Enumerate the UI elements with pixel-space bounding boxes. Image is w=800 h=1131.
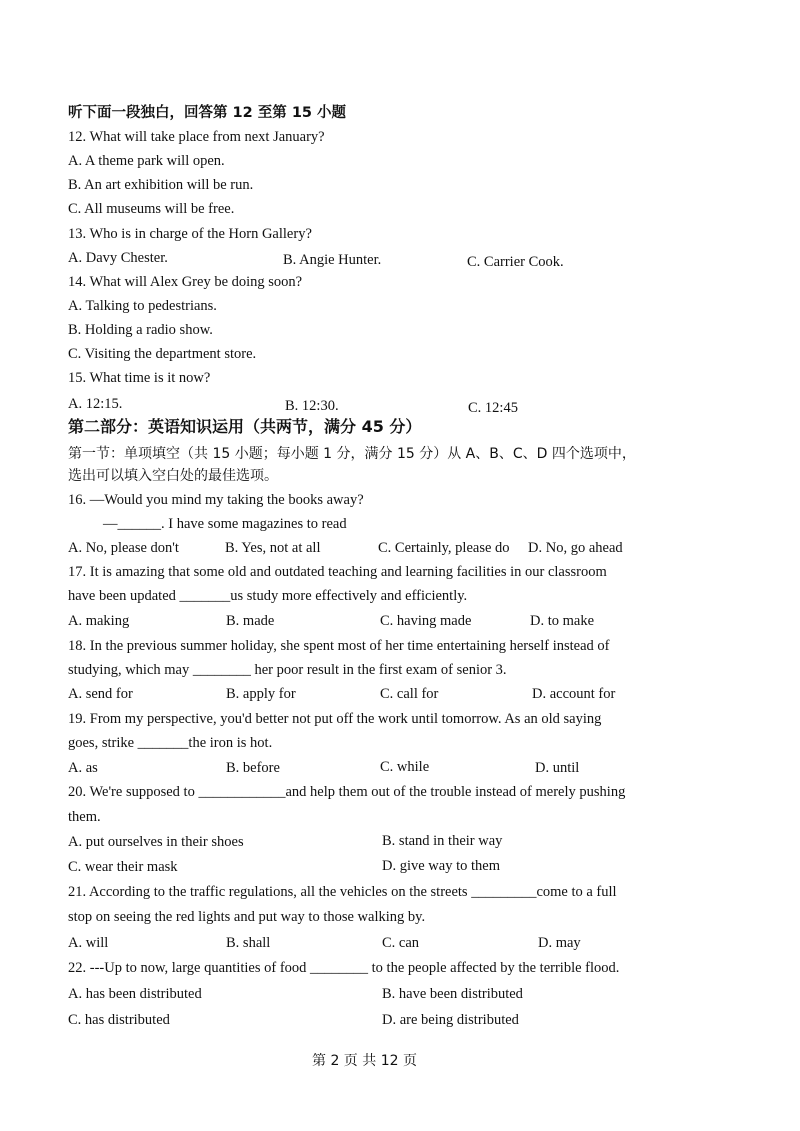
- question-22-option-d: D. are being distributed: [382, 1012, 519, 1028]
- question-18-option-c: C. call for: [380, 686, 439, 702]
- section-1-instruction-line-2: 选出可以填入空白处的最佳选项。: [68, 468, 278, 484]
- question-17-option-d: D. to make: [530, 613, 595, 629]
- question-18-stem-line-1: 18. In the previous summer holiday, she spent most of her time entertaining herself instead of: [68, 638, 610, 654]
- question-19-option-c: C. while: [380, 759, 430, 775]
- question-20-option-c: C. wear their mask: [68, 859, 178, 875]
- question-13-stem: 13. Who is in charge of the Horn Gallery?: [68, 226, 312, 242]
- question-15-stem: 15. What time is it now?: [68, 370, 211, 386]
- question-19-stem-line-1: 19. From my perspective, you'd better not put off the work until tomorrow. As an old saying: [68, 711, 602, 727]
- question-17-option-a: A. making: [68, 613, 130, 629]
- question-20-stem-line-2: them.: [68, 809, 101, 825]
- question-21-stem-line-1: 21. According to the traffic regulations, all the vehicles on the streets _________come to a full: [68, 884, 617, 900]
- question-15-option-b: B. 12:30.: [285, 398, 339, 414]
- question-18-option-d: D. account for: [532, 686, 616, 702]
- question-22-option-a: A. has been distributed: [68, 986, 202, 1002]
- question-12-stem: 12. What will take place from next January?: [68, 129, 325, 145]
- question-14-stem: 14. What will Alex Grey be doing soon?: [68, 274, 303, 290]
- question-17-option-b: B. made: [226, 613, 275, 629]
- question-14-option-b: B. Holding a radio show.: [68, 322, 213, 338]
- question-16-option-a: A. No, please don't: [68, 540, 179, 556]
- question-22-option-b: B. have been distributed: [382, 986, 523, 1002]
- question-19-option-a: A. as: [68, 760, 98, 776]
- question-21-stem-line-2: stop on seeing the red lights and put way to those walking by.: [68, 909, 426, 925]
- question-16-option-c: C. Certainly, please do: [378, 540, 510, 556]
- question-22-stem: 22. ---Up to now, large quantities of food ________ to the people affected by the terrible flood.: [68, 960, 620, 976]
- question-12-option-c: C. All museums will be free.: [68, 201, 235, 217]
- listening-instruction: 听下面一段独白，回答第 12 至第 15 小题: [68, 105, 347, 121]
- question-14-option-a: A. Talking to pedestrians.: [68, 298, 217, 314]
- question-12-option-b: B. An art exhibition will be run.: [68, 177, 254, 193]
- question-18-option-b: B. apply for: [226, 686, 296, 702]
- question-20-stem-line-1: 20. We're supposed to ____________and help them out of the trouble instead of merely pushing: [68, 784, 626, 800]
- question-20-option-a: A. put ourselves in their shoes: [68, 834, 244, 850]
- question-16-reply: —______. I have some magazines to read: [103, 516, 347, 532]
- question-13-option-c: C. Carrier Cook.: [467, 254, 564, 270]
- question-18-option-a: A. send for: [68, 686, 133, 702]
- question-13-option-b: B. Angie Hunter.: [283, 252, 382, 268]
- page-footer: 第 2 页 共 12 页: [312, 1053, 417, 1069]
- part-2-title: 第二部分：英语知识运用（共两节，满分 45 分）: [68, 417, 422, 436]
- question-17-option-c: C. having made: [380, 613, 472, 629]
- question-19-stem-line-2: goes, strike _______the iron is hot.: [68, 735, 273, 751]
- question-20-option-d: D. give way to them: [382, 858, 500, 874]
- question-21-option-d: D. may: [538, 935, 581, 951]
- question-21-option-a: A. will: [68, 935, 109, 951]
- question-17-stem-line-1: 17. It is amazing that some old and outdated teaching and learning facilities in our classroom: [68, 564, 607, 580]
- question-19-option-d: D. until: [535, 760, 580, 776]
- question-15-option-c: C. 12:45: [468, 400, 518, 416]
- question-22-option-c: C. has distributed: [68, 1012, 170, 1028]
- question-14-option-c: C. Visiting the department store.: [68, 346, 257, 362]
- question-20-option-b: B. stand in their way: [382, 833, 503, 849]
- question-19-option-b: B. before: [226, 760, 280, 776]
- question-18-stem-line-2: studying, which may ________ her poor result in the first exam of senior 3.: [68, 662, 507, 678]
- question-13-option-a: A. Davy Chester.: [68, 250, 168, 266]
- question-21-option-b: B. shall: [226, 935, 271, 951]
- question-16-option-d: D. No, go ahead: [528, 540, 623, 556]
- question-16-option-b: B. Yes, not at all: [225, 540, 321, 556]
- question-17-stem-line-2: have been updated _______us study more effectively and efficiently.: [68, 588, 468, 604]
- question-21-option-c: C. can: [382, 935, 420, 951]
- question-12-option-a: A. A theme park will open.: [68, 153, 225, 169]
- question-15-option-a: A. 12:15.: [68, 396, 123, 412]
- question-16-stem: 16. —Would you mind my taking the books away?: [68, 492, 364, 508]
- section-1-instruction-line-1: 第一节：单项填空（共 15 小题；每小题 1 分，满分 15 分）从 A、B、C、D 四个选项中，: [68, 446, 636, 462]
